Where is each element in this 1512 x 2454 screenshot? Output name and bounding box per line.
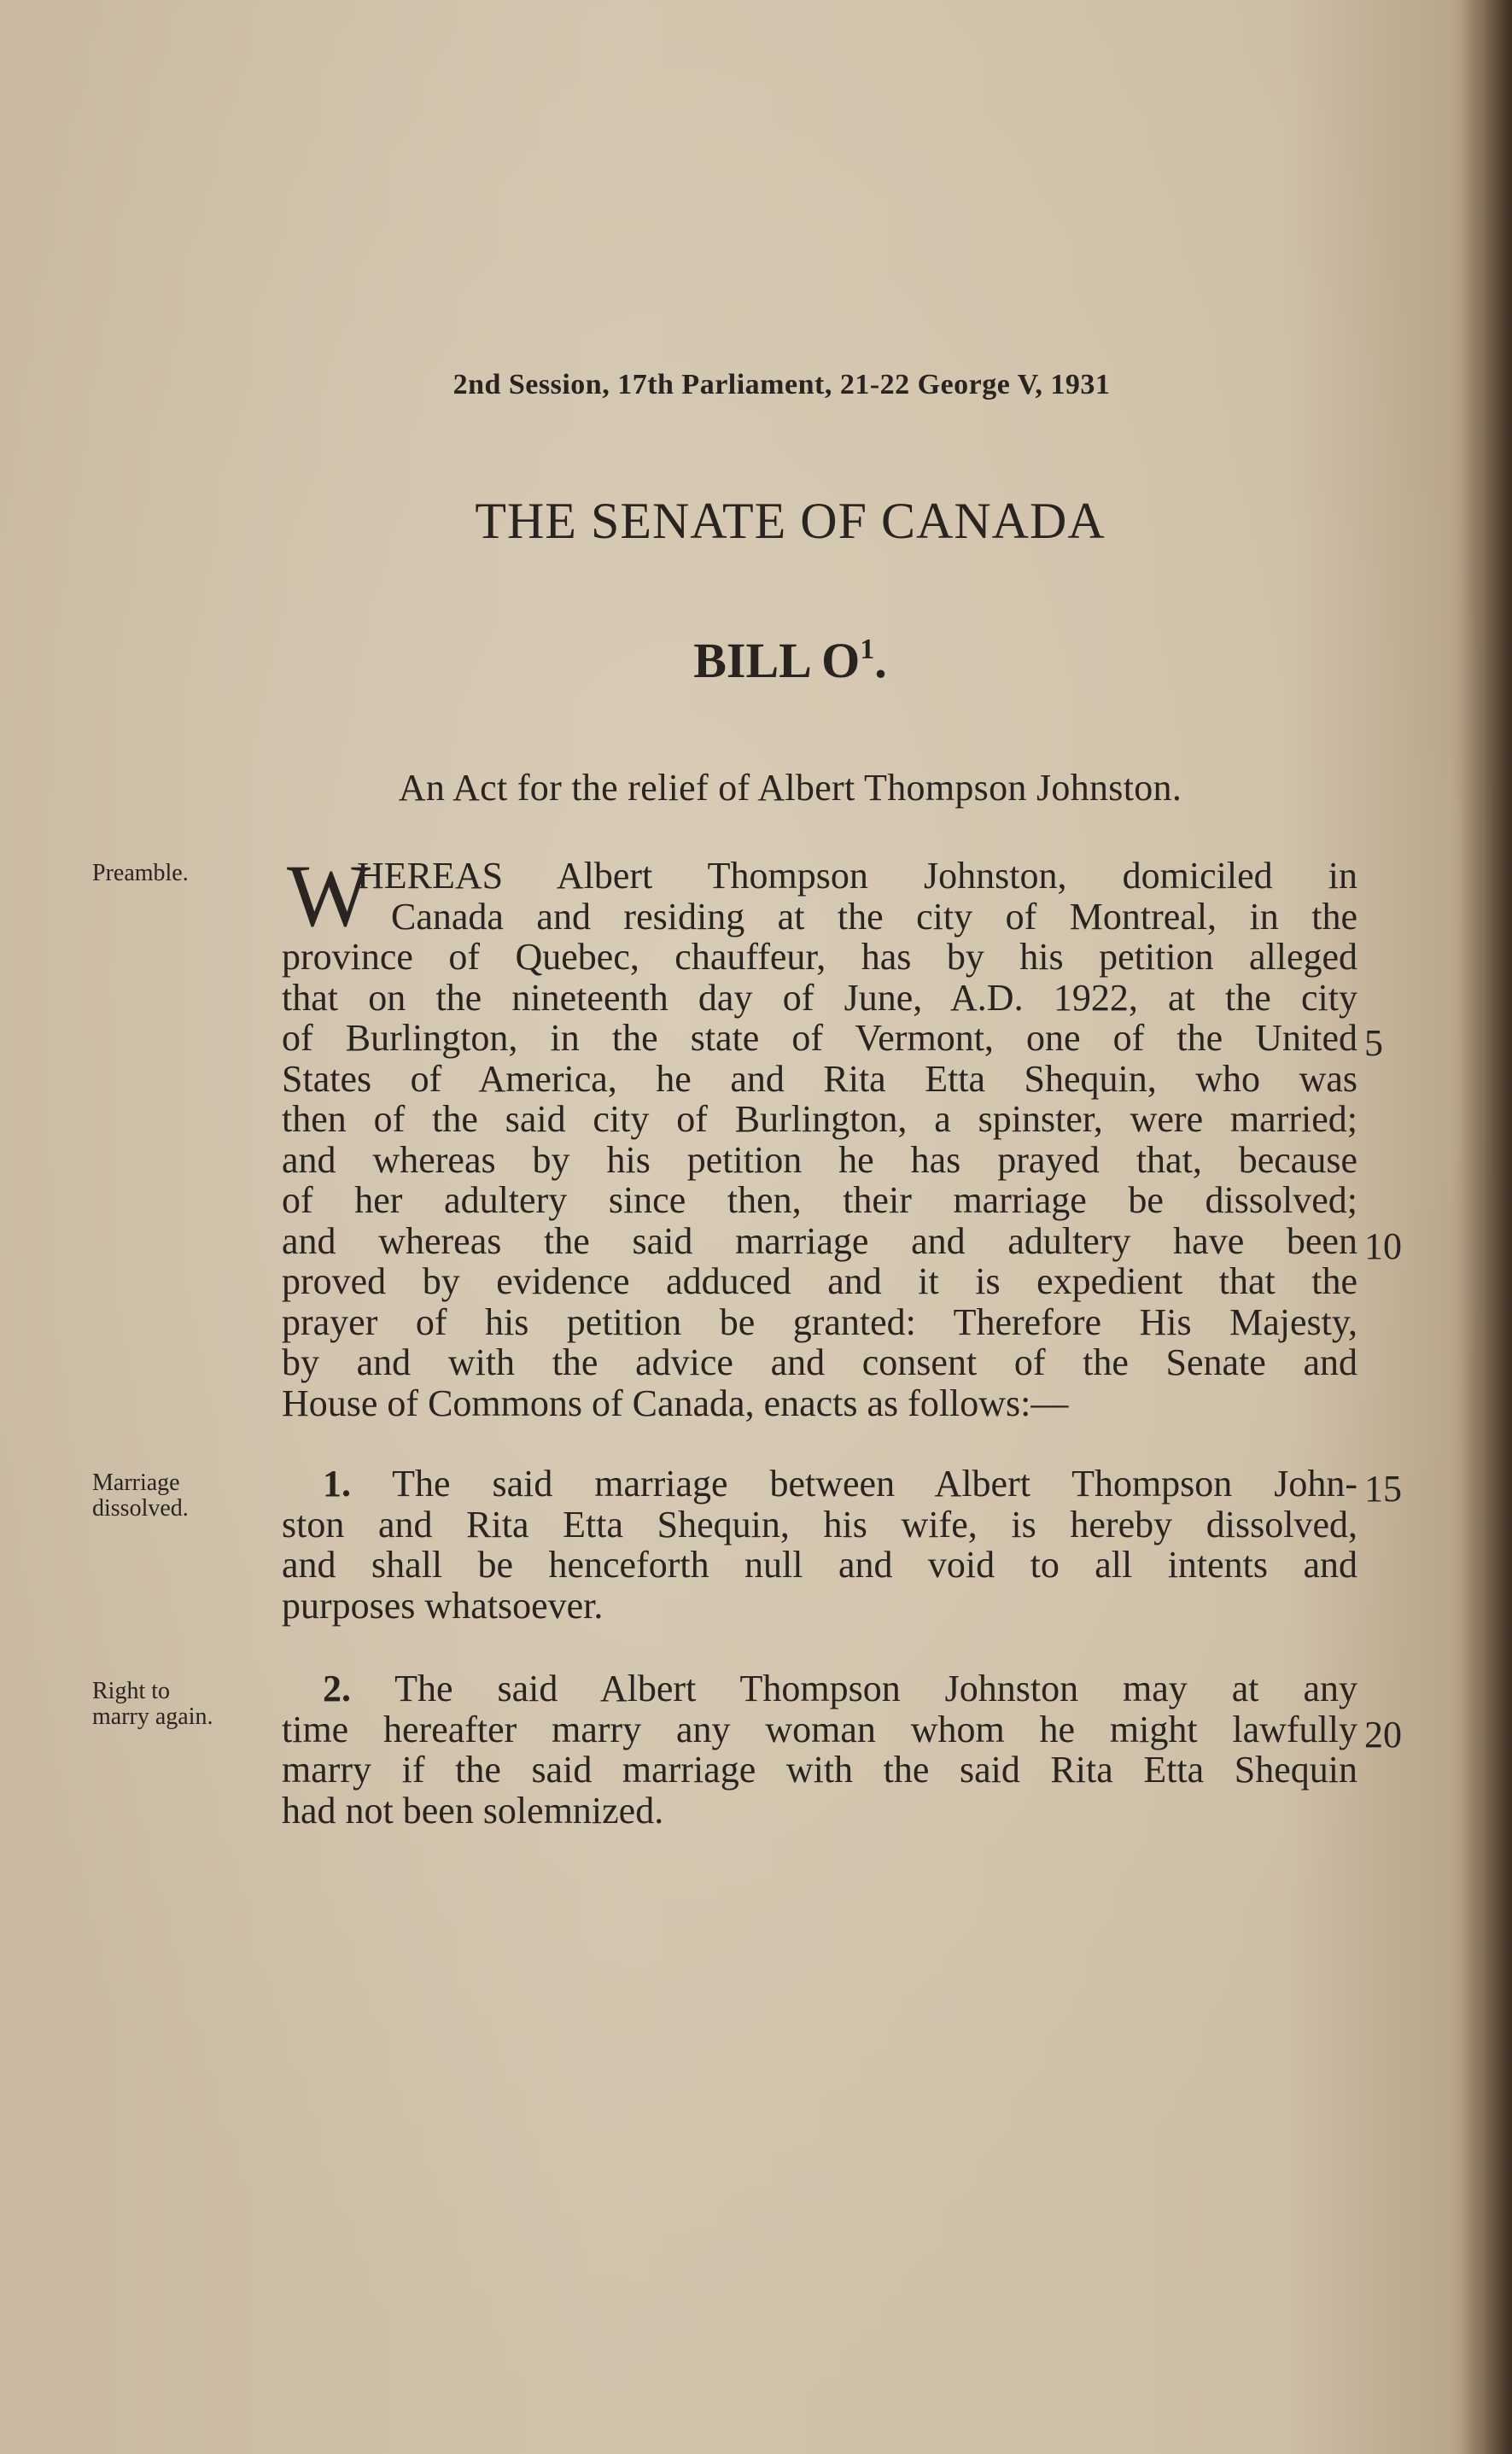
bill-label: BILL O [693,633,861,688]
act-title: An Act for the relief of Albert Thompson Johnston. [398,767,1182,809]
text-line: prayer of his petition be granted: Therefore His Majesty, [282,1300,1357,1343]
section-text: The said marriage between Albert Thompson John- [392,1463,1357,1505]
text-line: Canada and residing at the city of Montreal, in the [391,895,1357,938]
text-line: ston and Rita Etta Shequin, his wife, is hereby dissolved, [282,1503,1357,1545]
line-number: 5 [1364,1022,1383,1064]
text-line [282,1464,1357,1505]
line-number: 10 [1364,1225,1402,1267]
text-line: of her adultery since then, their marriage be dissolved; [282,1179,1357,1221]
text-line: province of Quebec, chauffeur, has by his petition alleged [282,936,1357,978]
text-line: States of America, he and Rita Etta Shequin, who was [282,1057,1357,1100]
margin-note-line: marry again. [92,1703,213,1730]
senate-title: THE SENATE OF CANADA [475,493,1106,549]
bill-suffix: . [874,633,887,688]
text-line: and whereas by his petition he has prayed that, because [282,1138,1357,1181]
text-line: by and with the advice and consent of the Senate and [282,1341,1357,1383]
text-line: HEREAS Albert Thompson Johnston, domiciled in [357,855,1357,897]
drop-cap: W [287,847,371,945]
margin-note-line: Marriage [92,1469,180,1496]
margin-note-preamble: Preamble. [92,860,189,886]
line-number: 15 [1364,1468,1402,1510]
margin-note-line: Right to [92,1678,171,1704]
text-line: then of the said city of Burlington, a spinster, were married; [282,1098,1357,1140]
margin-note-line: dissolved. [92,1495,189,1522]
section-number: 2. [323,1668,351,1709]
text-line: and whereas the said marriage and adultery have been [282,1219,1357,1262]
preamble-paragraph [282,856,1357,1423]
section-1 [282,1464,1357,1626]
margin-note-right-to-marry [92,1679,213,1730]
text-line: purposes whatsoever. [282,1584,604,1627]
text-line: of Burlington, in the state of Vermont, one of the United [282,1017,1357,1059]
bill-title [0,632,1512,689]
bill-superscript: 1 [860,633,875,665]
session-header: 2nd Session, 17th Parliament, 21-22 George V, 1931 [452,369,1111,400]
line-number: 20 [1364,1714,1402,1756]
section-text: The said Albert Thompson Johnston may at any [394,1668,1357,1709]
text-line: had not been solemnized. [282,1789,664,1832]
text-line: marry if the said marriage with the said Rita Etta Shequin [282,1749,1357,1791]
section-number: 1. [323,1463,351,1505]
text-line: and shall be henceforth null and void to all intents and [282,1544,1357,1586]
text-line: House of Commons of Canada, enacts as follows:— [282,1382,1069,1424]
section-2 [282,1668,1357,1831]
text-line [282,1668,1357,1709]
text-line: that on the nineteenth day of June, A.D. 1922, at the city [282,976,1357,1019]
text-line: proved by evidence adduced and it is expedient that the [282,1260,1357,1302]
text-line: time hereafter marry any woman whom he might lawfully [282,1708,1357,1750]
margin-note-marriage-dissolved [92,1470,189,1522]
